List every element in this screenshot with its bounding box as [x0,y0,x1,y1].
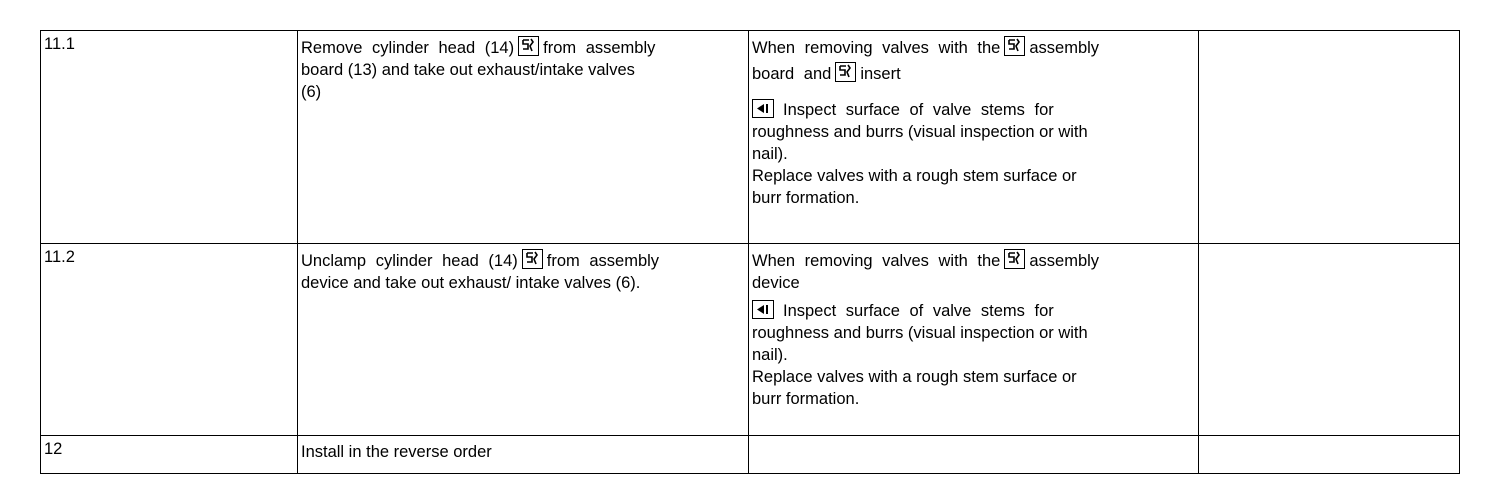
note-text: assembly [1029,39,1100,57]
replace-text: burr formation. [752,189,860,207]
instruction-text: Install in the reverse order [301,443,492,461]
note-cell [749,436,1199,474]
instruction-cell [298,31,749,244]
step-number: 12 [41,436,298,474]
note-text: When removing valves with the [752,39,1001,57]
note-text: board and [752,65,832,83]
inspect-text: Inspect surface of valve stems for [783,101,1054,119]
note-cell [749,31,1199,244]
procedure-table [40,30,1460,474]
instruction-text: board (13) and take out exhaust/intake valves [301,61,635,79]
remarks-cell [1199,31,1460,244]
step-number: 11.1 [41,31,298,244]
instruction-text: from assembly [543,39,656,57]
inspect-text: nail). [752,346,788,364]
inspect-icon [752,300,774,319]
instruction-text: device and take out exhaust/ intake valves (6). [301,274,641,292]
special-tool-icon [1004,249,1025,269]
instruction-text: (6) [301,83,322,101]
note-text: When removing valves with the [752,252,1001,270]
inspect-text: Inspect surface of valve stems for [783,302,1054,320]
remarks-cell [1199,436,1460,474]
instruction-cell [298,244,749,436]
instruction-cell [298,436,749,474]
replace-text: burr formation. [752,390,860,408]
table-row [41,244,1460,436]
table-row [41,436,1460,474]
replace-text: Replace valves with a rough stem surface or [752,368,1077,386]
note-text: insert [860,65,901,83]
inspect-text: nail). [752,145,788,163]
instruction-text: Unclamp cylinder head (14) [301,252,518,270]
note-text: assembly [1029,252,1100,270]
table-row [41,31,1460,244]
special-tool-icon [1004,36,1025,56]
special-tool-icon [522,249,543,269]
special-tool-icon [518,36,539,56]
instruction-text: Remove cylinder head (14) [301,39,515,57]
inspect-text: roughness and burrs (visual inspection or with [752,324,1088,342]
inspect-icon [752,99,774,118]
note-text: device [752,274,800,292]
replace-text: Replace valves with a rough stem surface or [752,167,1077,185]
step-number: 11.2 [41,244,298,436]
special-tool-icon [835,62,856,82]
note-cell [749,244,1199,436]
inspect-text: roughness and burrs (visual inspection or with [752,123,1088,141]
remarks-cell [1199,244,1460,436]
instruction-text: from assembly [546,252,660,270]
